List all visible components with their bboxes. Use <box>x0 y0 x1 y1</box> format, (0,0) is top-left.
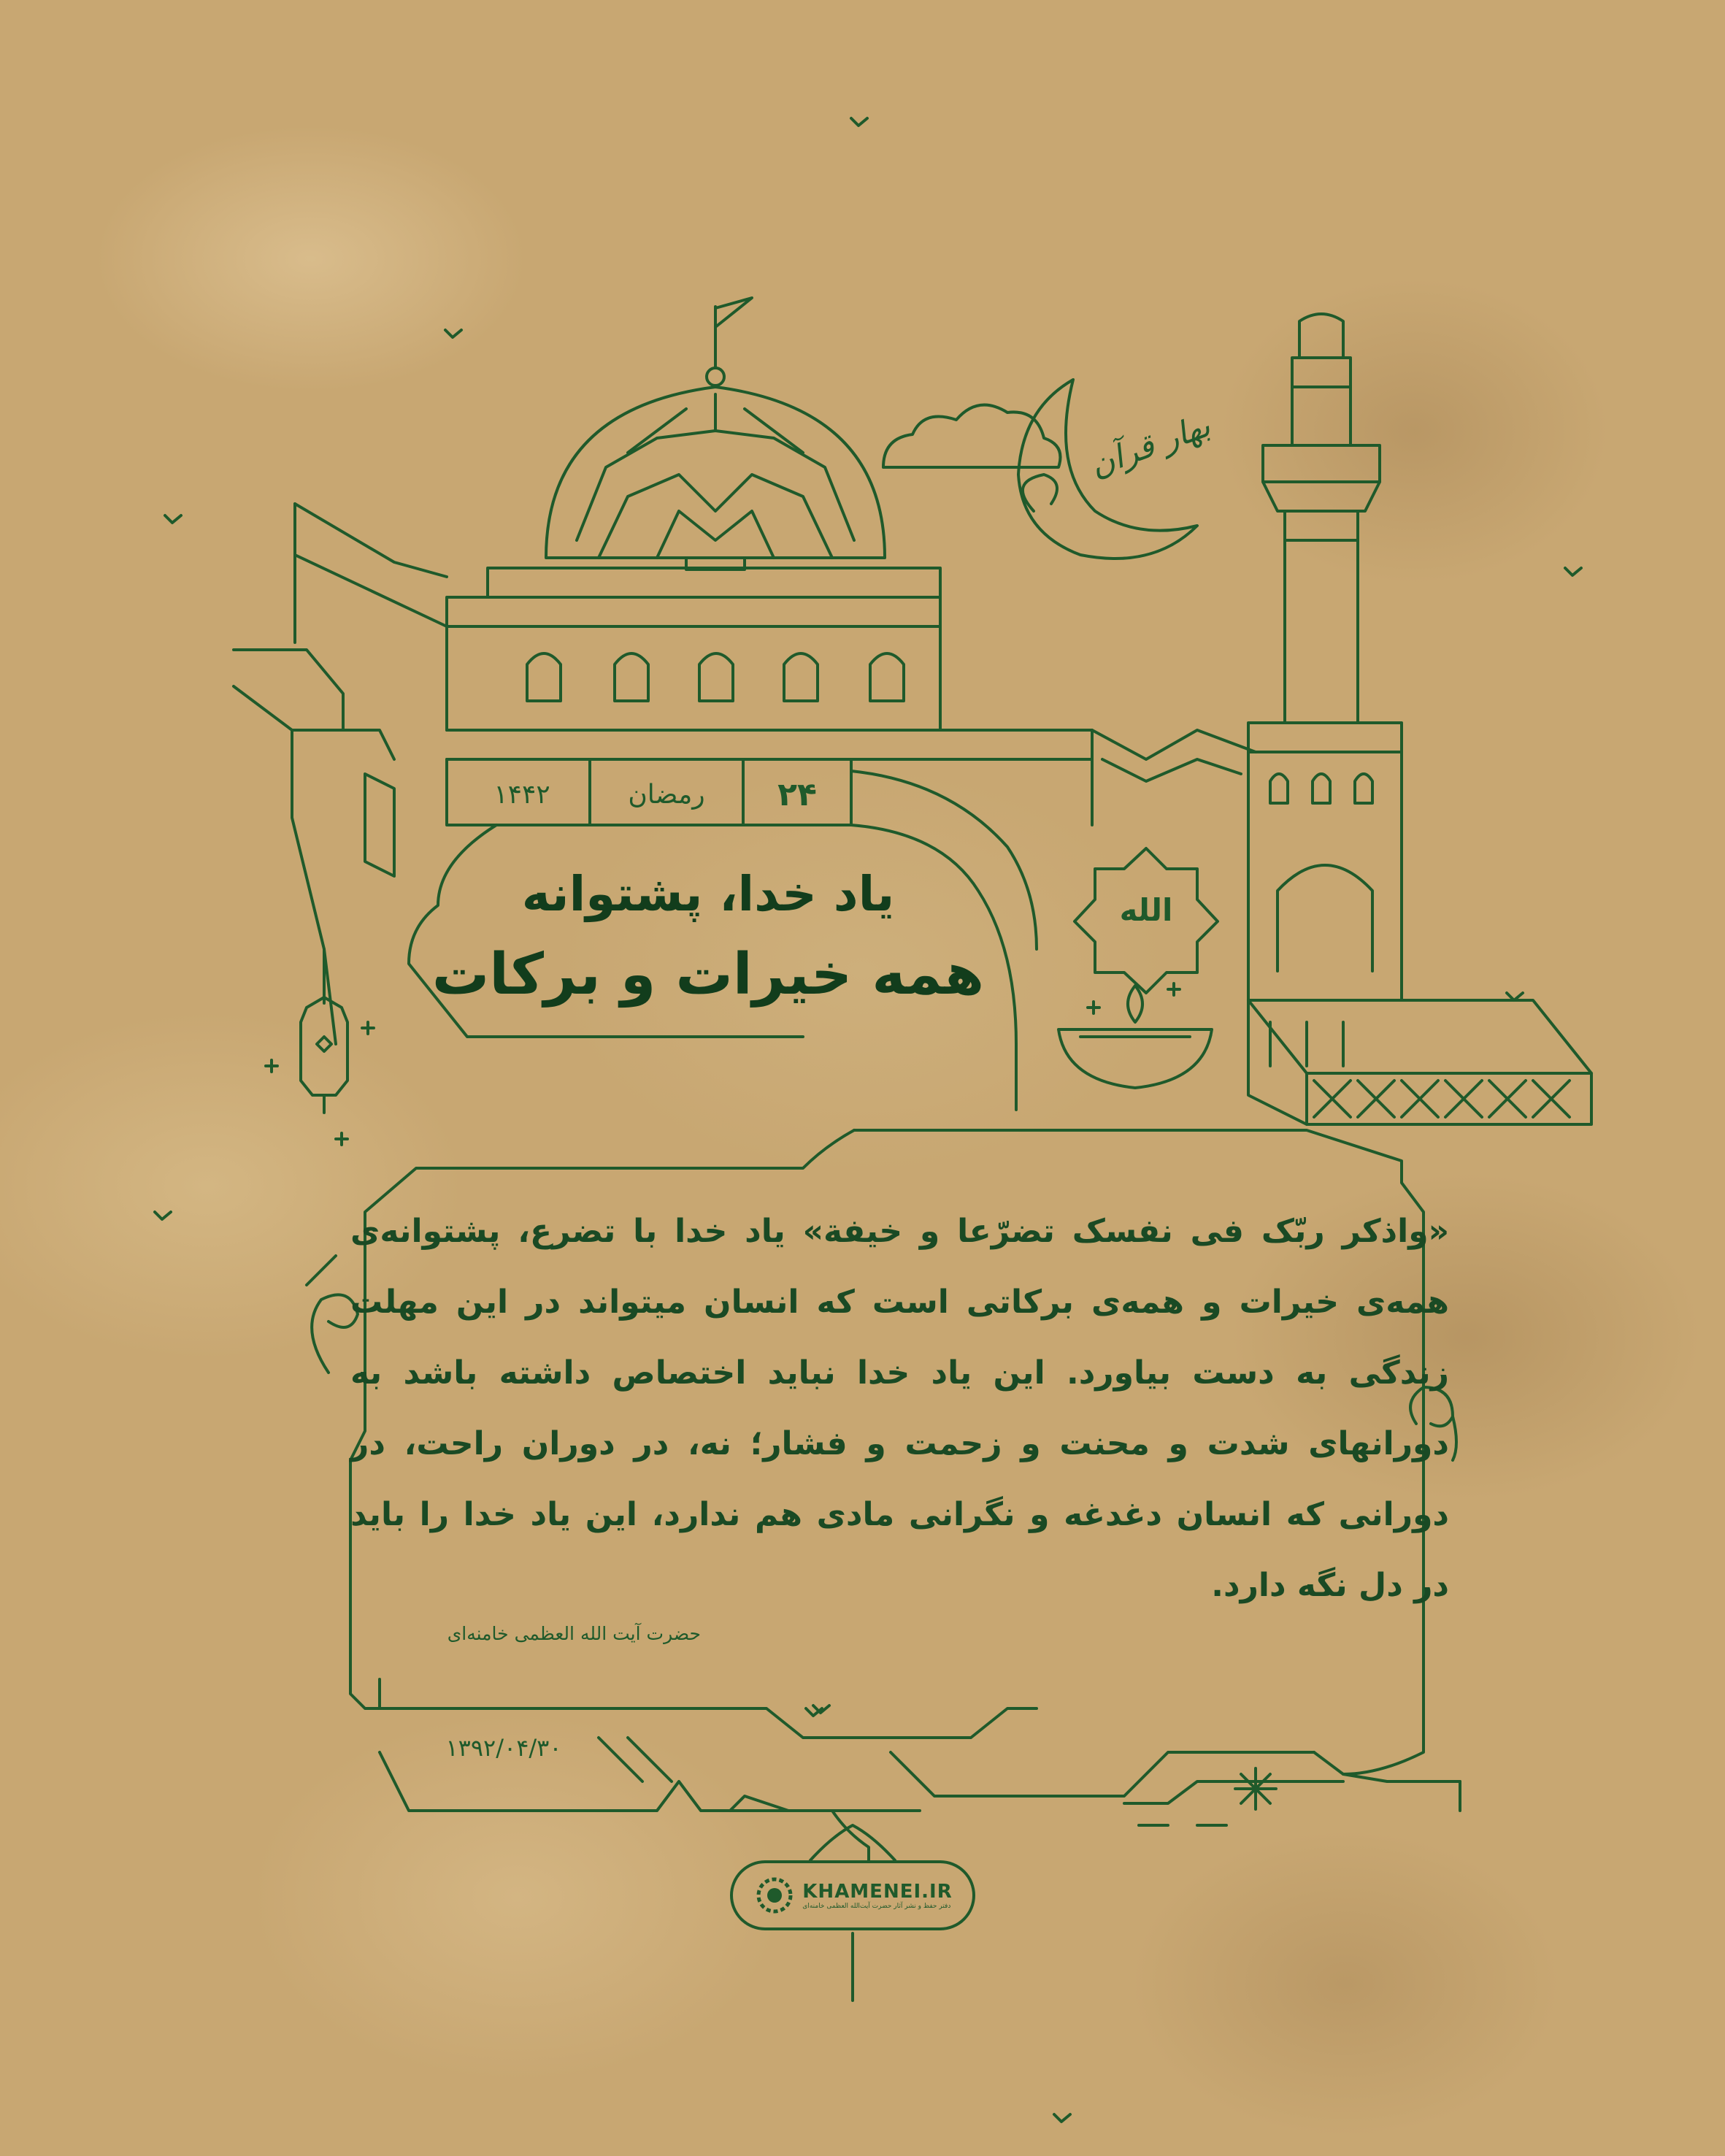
quote-date: ۱۳۹۲/۰۴/۳۰ <box>445 1734 562 1762</box>
logo-text: KHAMENEI.IR <box>802 1881 953 1903</box>
date-year: ۱۴۴۲ <box>493 779 550 810</box>
logo-subtext: دفتر حفظ و نشر آثار حضرت آیت‌الله العظمی خامنه‌ای <box>802 1903 951 1910</box>
logo-emblem-icon <box>753 1873 796 1917</box>
page-title-line-2: همه خیرات و برکات <box>431 942 985 1008</box>
minaret <box>1263 314 1380 723</box>
cloud <box>883 405 1061 467</box>
emblem-text: الله <box>1119 892 1173 928</box>
page-title-line-1: یاد خدا، پشتوانه <box>521 866 895 922</box>
mosque-dome <box>546 298 885 569</box>
date-day: ۲۴ <box>777 775 817 813</box>
quote-attribution: حضرت آیت الله العظمی خامنه‌ای <box>447 1623 701 1644</box>
quote-text: «واذکر ربّک فی نفسک تضرّعا و خیفة» یاد خدا با تضرع، پشتوانه‌ی همه‌ی خیرات و همه‌ی برکاتی است که انسان میتواند در این مهلت زندگی به دست بیاورد. این یاد خدا نباید اختصاص داشته باشد به دورانهای شدت و محنت و زحمت و فشار؛ نه، در دوران راحت، در دورانی که انسان دغدغه و نگرانی مادی هم ندارد، این یاد خدا را باید در دل نگه دارد. <box>350 1213 1449 1604</box>
birds <box>155 118 1581 2122</box>
hanging-lantern <box>266 949 374 1145</box>
khamenei-logo[interactable] <box>730 1860 975 1930</box>
mosque-drum <box>447 568 940 730</box>
series-logo-text: بهار قرآن <box>1084 406 1215 485</box>
series-logo <box>1066 380 1234 511</box>
date-month: رمضان <box>628 779 705 810</box>
oil-lamp-icon <box>1059 983 1212 1088</box>
